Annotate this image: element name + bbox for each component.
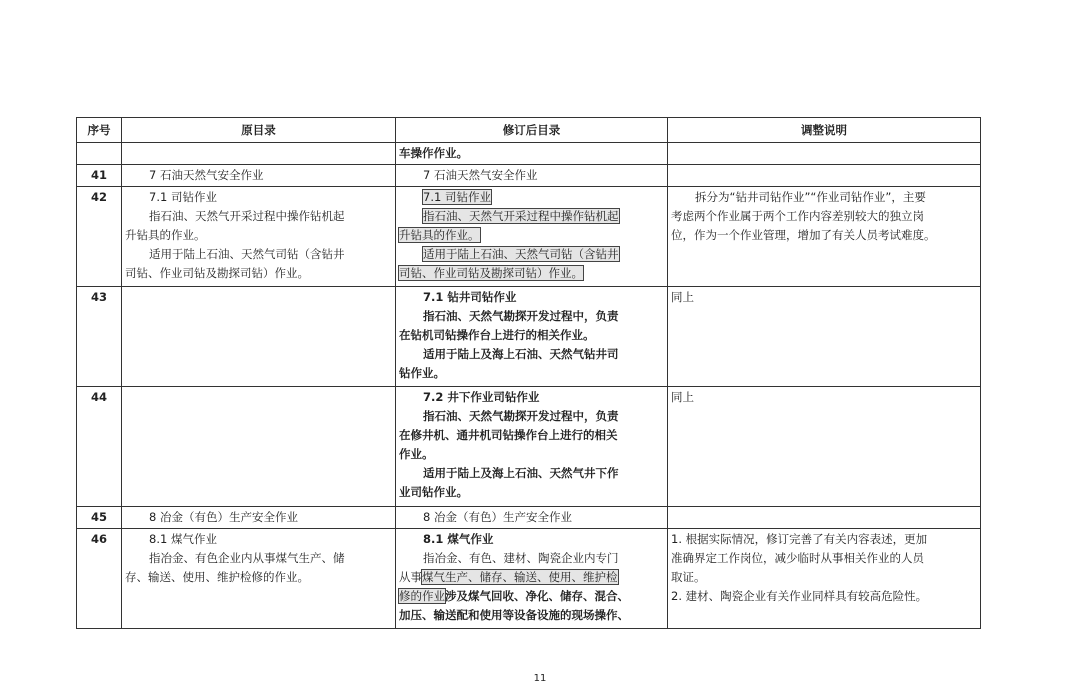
revised-line xyxy=(399,188,664,207)
note-line: 位，作为一个作业管理，增加了有关人员考试难度。 xyxy=(671,228,936,242)
original-cell xyxy=(122,287,396,387)
revised-fragment: 从事 xyxy=(399,570,422,584)
original-line: 指石油、天然气开采过程中操作钻机起 xyxy=(149,209,345,223)
revised-line xyxy=(399,264,664,283)
revised-line: 8 冶金（有色）生产安全作业 xyxy=(423,510,572,524)
note-line: 同上 xyxy=(671,390,694,404)
page-number: 11 xyxy=(533,673,547,684)
original-cell xyxy=(122,387,396,507)
original-line: 7.1 司钻作业 xyxy=(149,190,217,204)
note-line: 考虑两个作业属于两个工作内容差别较大的独立岗 xyxy=(671,209,924,223)
note-line: 拆分为“钻井司钻作业”“作业司钻作业”，主要 xyxy=(695,190,926,204)
revised-line: 在钻机司钻操作台上进行的相关作业。 xyxy=(399,328,595,342)
header-note: 调整说明 xyxy=(668,118,981,143)
note-cell xyxy=(668,529,981,629)
note-cell xyxy=(668,507,981,529)
table-row xyxy=(77,187,981,287)
header-revised: 修订后目录 xyxy=(396,118,668,143)
revised-line: 8.1 煤气作业 xyxy=(423,532,494,546)
revised-line: 业司钻作业。 xyxy=(399,485,468,499)
revised-cell xyxy=(396,529,668,629)
revised-line xyxy=(399,207,664,226)
note-line: 准确界定工作岗位，减少临时从事相关作业的人员 xyxy=(671,551,924,565)
note-line: 取证。 xyxy=(671,570,706,584)
revision-highlight: 适用于陆上石油、天然气司钻（含钻井 xyxy=(423,247,619,261)
note-cell xyxy=(668,387,981,507)
original-line: 升钻具的作业。 xyxy=(125,228,206,242)
row-number: 46 xyxy=(77,529,122,629)
revised-line: 钻作业。 xyxy=(399,366,445,380)
revised-line: 7 石油天然气安全作业 xyxy=(423,168,538,182)
revised-line: 适用于陆上及海上石油、天然气钻井司 xyxy=(423,347,619,361)
catalog-revision-table xyxy=(76,117,981,629)
revised-line: 适用于陆上及海上石油、天然气井下作 xyxy=(423,466,619,480)
row-number: 43 xyxy=(77,287,122,387)
note-line: 1. 根据实际情况，修订完善了有关内容表述，更加 xyxy=(671,532,928,546)
table-row xyxy=(77,529,981,629)
header-seq: 序号 xyxy=(77,118,122,143)
table-row xyxy=(77,143,981,165)
revision-highlight: 煤气生产、储存、输送、使用、维护检 xyxy=(422,570,618,584)
row-number: 42 xyxy=(77,187,122,287)
header-original: 原目录 xyxy=(122,118,396,143)
revised-line xyxy=(399,226,664,245)
table-row xyxy=(77,387,981,507)
revised-cell xyxy=(396,143,668,165)
revised-line: 作业。 xyxy=(399,447,434,461)
note-line: 同上 xyxy=(671,290,694,304)
revised-line: 指石油、天然气勘探开发过程中，负责 xyxy=(423,409,619,423)
original-cell xyxy=(122,187,396,287)
table-header-row xyxy=(77,118,981,143)
revised-line: 车操作作业。 xyxy=(399,146,468,160)
revised-line: 加压、输送配和使用等设备设施的现场操作、 xyxy=(399,608,629,622)
revision-highlight: 升钻具的作业。 xyxy=(399,228,480,242)
revised-line: 在修井机、通井机司钻操作台上进行的相关 xyxy=(399,428,618,442)
original-cell xyxy=(122,529,396,629)
revised-cell xyxy=(396,387,668,507)
revised-cell xyxy=(396,165,668,187)
note-cell xyxy=(668,187,981,287)
table-row xyxy=(77,507,981,529)
original-cell xyxy=(122,507,396,529)
note-cell xyxy=(668,165,981,187)
original-line: 8.1 煤气作业 xyxy=(149,532,217,546)
original-line: 8 冶金（有色）生产安全作业 xyxy=(149,510,298,524)
original-line: 司钻、作业司钻及勘探司钻）作业。 xyxy=(125,266,309,280)
row-number: 45 xyxy=(77,507,122,529)
revision-highlight: 指石油、天然气开采过程中操作钻机起 xyxy=(423,209,619,223)
note-cell xyxy=(668,287,981,387)
revised-line: 7.1 钻井司钻作业 xyxy=(423,290,517,304)
revised-cell xyxy=(396,187,668,287)
row-number: 41 xyxy=(77,165,122,187)
revised-line xyxy=(399,568,664,587)
original-cell xyxy=(122,165,396,187)
note-cell xyxy=(668,143,981,165)
revised-line xyxy=(399,587,664,606)
revision-highlight: 司钻、作业司钻及勘探司钻）作业。 xyxy=(399,266,583,280)
original-line: 存、输送、使用、维护检修的作业。 xyxy=(125,570,309,584)
row-number xyxy=(77,143,122,165)
revised-cell xyxy=(396,507,668,529)
note-line: 2. 建材、陶瓷企业有关作业同样具有较高危险性。 xyxy=(671,589,928,603)
revised-line: 7.2 井下作业司钻作业 xyxy=(423,390,540,404)
table-row xyxy=(77,165,981,187)
revised-line: 指冶金、有色、建材、陶瓷企业内专门 xyxy=(423,551,619,565)
row-number: 44 xyxy=(77,387,122,507)
revision-highlight: 修的作业 xyxy=(399,589,445,603)
original-line: 适用于陆上石油、天然气司钻（含钻井 xyxy=(149,247,345,261)
revised-fragment: 涉及煤气回收、净化、储存、混合、 xyxy=(445,589,629,603)
revised-line: 指石油、天然气勘探开发过程中，负责 xyxy=(423,309,619,323)
original-cell xyxy=(122,143,396,165)
table-row xyxy=(77,287,981,387)
original-line: 7 石油天然气安全作业 xyxy=(149,168,264,182)
revised-line xyxy=(399,245,664,264)
original-line: 指冶金、有色企业内从事煤气生产、储 xyxy=(149,551,345,565)
revised-cell xyxy=(396,287,668,387)
revision-highlight: 7.1 司钻作业 xyxy=(423,190,491,204)
